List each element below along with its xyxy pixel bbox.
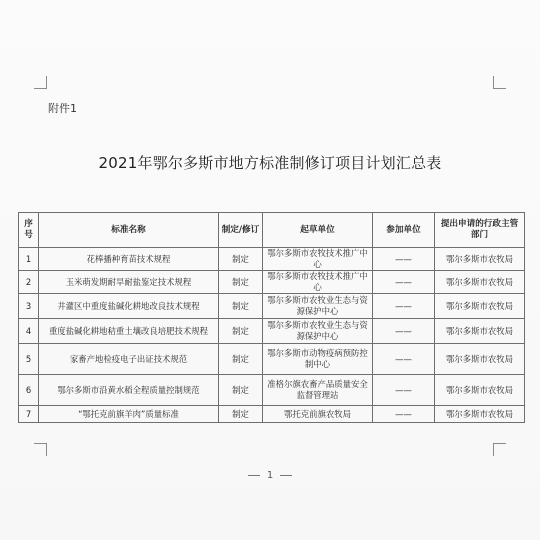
table-row xyxy=(19,248,525,271)
crop-mark-top-left xyxy=(34,76,47,89)
cell-seq: 7 xyxy=(19,406,39,423)
cell-name: 家畜产地检疫电子出证技术规范 xyxy=(39,344,219,375)
header-drafter: 起草单位 xyxy=(263,213,373,248)
cell-drafter: 鄂尔多斯市动物疫病预防控制中心 xyxy=(263,344,373,375)
cell-type: 制定 xyxy=(219,375,263,406)
cell-seq: 4 xyxy=(19,319,39,344)
cell-seq: 6 xyxy=(19,375,39,406)
cell-participant: —— xyxy=(373,248,435,271)
table-row xyxy=(19,319,525,344)
table-row xyxy=(19,406,525,423)
table-row xyxy=(19,344,525,375)
cell-type: 制定 xyxy=(219,344,263,375)
attachment-label: 附件1 xyxy=(48,102,77,115)
cell-type: 制定 xyxy=(219,319,263,344)
cell-name: 玉米萌发期耐旱耐盐鉴定技术规程 xyxy=(39,271,219,294)
header-name: 标准名称 xyxy=(39,213,219,248)
table-row xyxy=(19,271,525,294)
cell-participant: —— xyxy=(373,294,435,319)
cell-drafter: 鄂尔多斯市农牧业生态与资源保护中心 xyxy=(263,319,373,344)
cell-name: 重度盐碱化耕地秸重土壤改良培肥技术规程 xyxy=(39,319,219,344)
cell-name: 井灌区中重度盐碱化耕地改良技术规程 xyxy=(39,294,219,319)
cell-name: 花棒播种育苗技术规程 xyxy=(39,248,219,271)
cell-dept: 鄂尔多斯市农牧局 xyxy=(435,248,525,271)
cell-name: “鄂托克前旗羊肉”质量标准 xyxy=(39,406,219,423)
cell-drafter: 鄂尔多斯市农牧技术推广中心 xyxy=(263,248,373,271)
header-dept: 提出申请的行政主管部门 xyxy=(435,213,525,248)
cell-participant: —— xyxy=(373,375,435,406)
cell-drafter: 鄂尔多斯市农牧技术推广中心 xyxy=(263,271,373,294)
cell-type: 制定 xyxy=(219,271,263,294)
cell-dept: 鄂尔多斯市农牧局 xyxy=(435,319,525,344)
crop-mark-bottom-left xyxy=(34,443,47,456)
page-number: 1 xyxy=(266,470,274,481)
document-title: 2021年鄂尔多斯市地方标准制修订项目计划汇总表 xyxy=(98,154,442,172)
table-row xyxy=(19,375,525,406)
cell-dept: 鄂尔多斯市农牧局 xyxy=(435,271,525,294)
cell-type: 制定 xyxy=(219,294,263,319)
header-seq-line1: 序 xyxy=(24,219,33,229)
cell-type: 制定 xyxy=(219,406,263,423)
cell-dept: 鄂尔多斯市农牧局 xyxy=(435,406,525,423)
header-seq-line2: 号 xyxy=(24,230,33,240)
cell-seq: 5 xyxy=(19,344,39,375)
table-row xyxy=(19,294,525,319)
project-plan-table xyxy=(18,212,525,423)
cell-dept: 鄂尔多斯市农牧局 xyxy=(435,294,525,319)
cell-seq: 1 xyxy=(19,248,39,271)
page-number-footer xyxy=(0,470,540,481)
header-participant: 参加单位 xyxy=(373,213,435,248)
cell-participant: —— xyxy=(373,319,435,344)
table-header-row xyxy=(19,213,525,248)
cell-drafter: 鄂尔多斯市农牧业生态与资源保护中心 xyxy=(263,294,373,319)
cell-drafter: 准格尔旗农畜产品质量安全监督管理站 xyxy=(263,375,373,406)
cell-dept: 鄂尔多斯市农牧局 xyxy=(435,375,525,406)
cell-dept: 鄂尔多斯市农牧局 xyxy=(435,344,525,375)
cell-seq: 2 xyxy=(19,271,39,294)
crop-mark-top-right xyxy=(493,76,506,89)
crop-mark-bottom-right xyxy=(493,443,506,456)
header-seq xyxy=(19,213,39,248)
cell-drafter: 鄂托克前旗农牧局 xyxy=(263,406,373,423)
cell-participant: —— xyxy=(373,271,435,294)
cell-participant: —— xyxy=(373,344,435,375)
header-type: 制定/修订 xyxy=(219,213,263,248)
cell-name: 鄂尔多斯市沿黄水稻全程质量控制规范 xyxy=(39,375,219,406)
page-dash-right xyxy=(280,475,292,476)
cell-type: 制定 xyxy=(219,248,263,271)
page-dash-left xyxy=(248,475,260,476)
cell-seq: 3 xyxy=(19,294,39,319)
cell-participant: —— xyxy=(373,406,435,423)
